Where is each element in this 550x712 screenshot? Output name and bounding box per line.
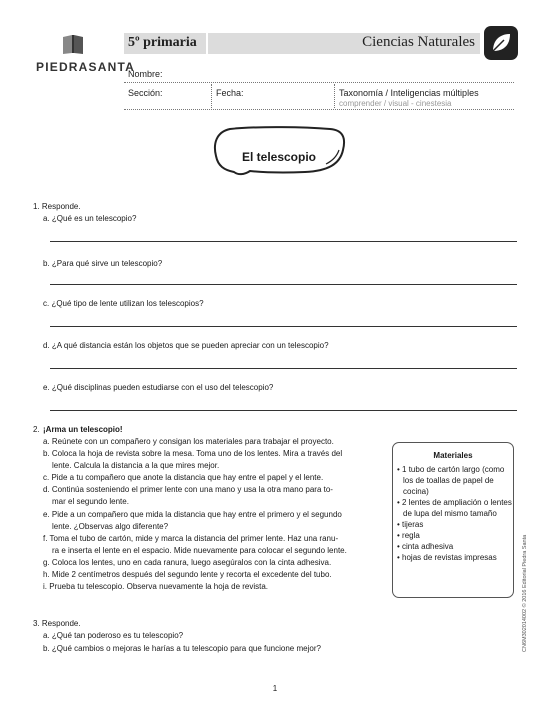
question-3a: a. ¿Qué tan poderoso es tu telescopio? — [43, 631, 184, 640]
leaf-icon — [484, 26, 518, 60]
question-1c: c. ¿Qué tipo de lente utilizan los telescopios? — [43, 299, 204, 308]
date-label: Fecha: — [216, 88, 244, 98]
answer-line[interactable] — [50, 326, 517, 327]
section1-heading: 1. Responde. — [33, 202, 81, 211]
question-1a: a. ¿Qué es un telescopio? — [43, 214, 137, 223]
step-a: a. Reúnete con un compañero y consigan los materiales para trabajar el proyecto. — [43, 437, 334, 446]
materials-list — [397, 464, 512, 563]
step-e: e. Pide a un compañero que mida la distancia que hay entre el primero y el segundo — [43, 510, 342, 519]
materials-item: • cinta adhesiva — [397, 542, 454, 551]
field-divider — [334, 84, 335, 108]
field-divider — [211, 84, 212, 108]
name-label: Nombre: — [128, 69, 163, 79]
step-e-cont: lente. ¿Observas algo diferente? — [52, 522, 169, 531]
step-f-cont: ra e inserta el lente en el espacio. Mide nuevamente para colocar el segundo lente. — [52, 546, 347, 555]
materials-item: • hojas de revistas impresas — [397, 553, 497, 562]
question-1b: b. ¿Para qué sirve un telescopio? — [43, 259, 163, 268]
step-d-cont: mar el segundo lente. — [52, 497, 129, 506]
step-b: b. Coloca la hoja de revista sobre la mesa. Toma uno de los lentes. Mira a través del — [43, 449, 343, 458]
materials-item: • tijeras — [397, 520, 424, 529]
step-g: g. Coloca los lentes, uno en cada ranura, luego asegúralos con la cinta adhesiva. — [43, 558, 332, 567]
field-bottom-line — [124, 109, 514, 110]
taxonomy-detail: comprender / visual - cinestesia — [339, 99, 452, 108]
subject-title: Ciencias Naturales — [362, 34, 475, 50]
step-d: d. Continúa sosteniendo el primer lente con una mano y usa la otra mano para to- — [43, 485, 333, 494]
section-label: Sección: — [128, 88, 163, 98]
materials-item: • regla — [397, 531, 420, 540]
question-1e: e. ¿Qué disciplinas pueden estudiarse con el uso del telescopio? — [43, 383, 274, 392]
page-number: 1 — [272, 684, 278, 693]
question-1d: d. ¿A qué distancia están los objetos que se pueden apreciar con un telescopio? — [43, 341, 329, 350]
taxonomy-label: Taxonomía / Inteligencias múltiples — [339, 88, 479, 98]
section2-heading: ¡Arma un telescopio! — [43, 425, 123, 434]
materials-item: • 1 tubo de cartón largo (como los de toallas de papel de cocina) — [397, 465, 505, 496]
step-c: c. Pide a tu compañero que anote la distancia que hay entre el papel y el lente. — [43, 473, 324, 482]
answer-line[interactable] — [50, 241, 517, 242]
grade-label: 5º primaria — [128, 35, 197, 50]
materials-item: • 2 lentes de ampliación o lentes de lupa del mismo tamaño — [397, 498, 512, 518]
book-logo-icon — [62, 33, 84, 55]
name-field-line[interactable] — [124, 82, 514, 83]
header-divider — [206, 33, 208, 54]
publisher-logo: PIEDRASANTA — [36, 60, 135, 74]
step-i: i. Prueba tu telescopio. Observa nuevamente la hoja de revista. — [43, 582, 269, 591]
step-h: h. Mide 2 centímetros después del segundo lente y recorta el excedente del tubo. — [43, 570, 332, 579]
section3-heading: 3. Responde. — [33, 619, 81, 628]
answer-line[interactable] — [50, 368, 517, 369]
page-title: El telescopio — [241, 150, 317, 164]
step-b-cont: lente. Calcula la distancia a la que mires mejor. — [52, 461, 220, 470]
copyright-note: CN6M302014002 © 2016 Editorial Piedra Santa — [522, 534, 528, 652]
section2-number: 2. — [33, 425, 40, 434]
answer-line[interactable] — [50, 284, 517, 285]
answer-line[interactable] — [50, 410, 517, 411]
question-3b: b. ¿Qué cambios o mejoras le harías a tu telescopio para que funcione mejor? — [43, 644, 321, 653]
step-f: f. Toma el tubo de cartón, mide y marca la distancia del primer lente. Haz una ranu- — [43, 534, 339, 543]
materials-title: Materiales — [433, 451, 473, 460]
